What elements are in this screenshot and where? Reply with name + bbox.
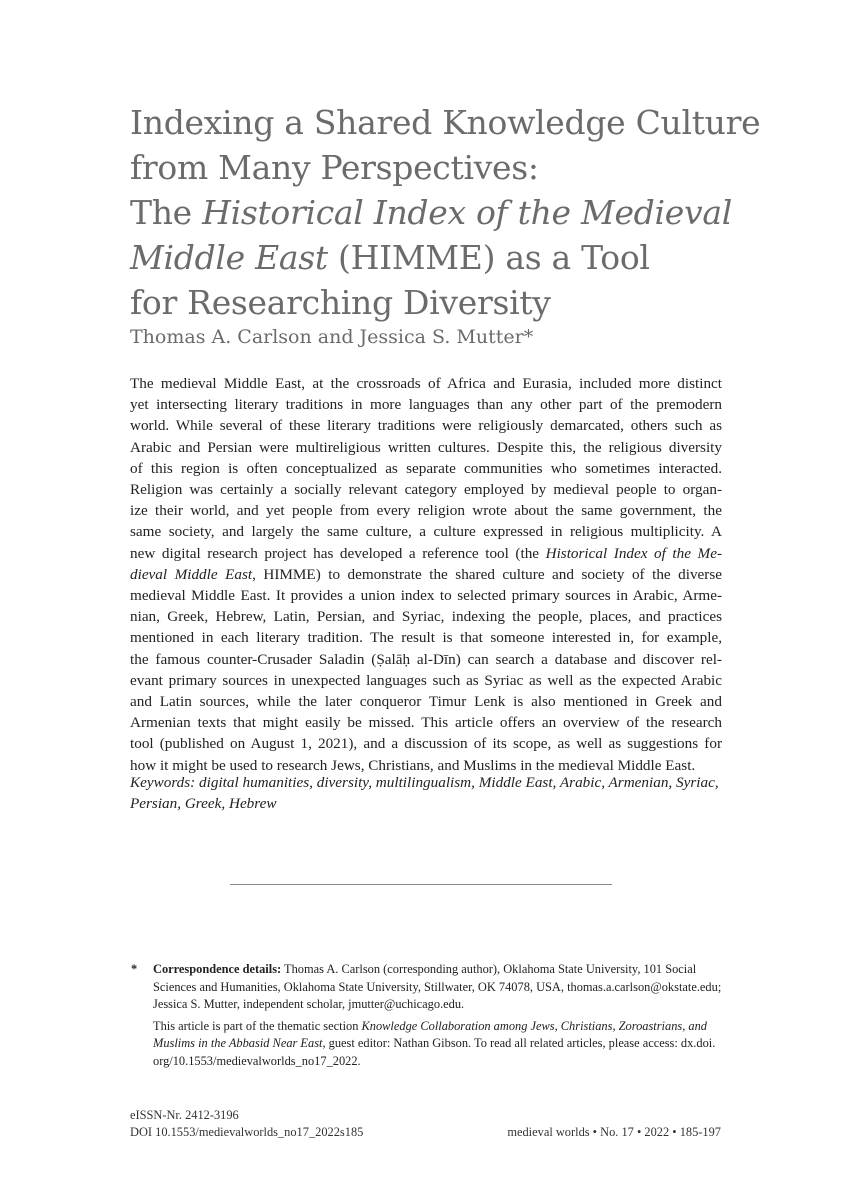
section-divider bbox=[230, 884, 612, 885]
issn: eISSN-Nr. 2412-3196 bbox=[130, 1108, 239, 1122]
footnote-body bbox=[153, 961, 726, 1071]
abstract-line: tool (published on August 1, 2021), and a discussion of its scope, as well as suggestions for bbox=[130, 735, 722, 753]
abstract-line: how it might be used to research Jews, Christians, and Muslims in the medieval Middle East. bbox=[130, 756, 696, 774]
abstract-line: same society, and largely the same culture, a culture expressed in religious multiplicity. A bbox=[130, 523, 722, 541]
footnote-label: Correspondence details: bbox=[153, 962, 282, 976]
keywords-line: Keywords: digital humanities, diversity, multilingualism, Middle East, Arabic, Armenian, Syriac, bbox=[130, 774, 719, 791]
footnote-line: org/10.1553/medievalworlds_no17_2022. bbox=[153, 1053, 361, 1068]
doi: DOI 10.1553/medievalworlds_no17_2022s185 bbox=[130, 1125, 364, 1139]
abstract-text: , HIMME) to demonstrate the shared culture and society of the diverse bbox=[252, 565, 722, 583]
abstract-line: the famous counter-Crusader Saladin (Ṣalāḥ al-Dīn) can search a database and discover rel- bbox=[130, 650, 722, 668]
footnote-line bbox=[153, 961, 726, 979]
footnote bbox=[131, 961, 726, 1071]
abstract-line: ize their world, and yet people from every religion wrote about the same government, the bbox=[130, 502, 722, 520]
abstract-line: medieval Middle East. It provides a union index to selected primary sources in Arabic, Arme- bbox=[130, 587, 722, 605]
footnote-line bbox=[153, 1018, 726, 1036]
title-text: The bbox=[130, 193, 203, 232]
abstract-line: mentioned in each literary tradition. The result is that someone interested in, for example, bbox=[130, 629, 722, 647]
footnote-line: Jessica S. Mutter, independent scholar, jmutter@uchicago.edu. bbox=[153, 997, 465, 1012]
abstract-italic: dieval Middle East bbox=[130, 565, 253, 583]
publication-ids bbox=[130, 1107, 363, 1141]
abstract-line: of this region is often conceptualized as separate communities who sometimes interacted. bbox=[130, 459, 722, 477]
abstract-line: world. While several of these literary traditions were religiously demarcated, others such as bbox=[130, 417, 722, 435]
abstract-line: and Latin sources, while the later conqueror Timur Lenk is also mentioned in Greek and bbox=[130, 693, 722, 711]
abstract-line: Arabic and Persian were multireligious written cultures. Despite this, the religious diversity bbox=[130, 438, 722, 456]
footnote-text: Thomas A. Carlson (corresponding author), Oklahoma State University, 101 Social bbox=[281, 962, 697, 976]
title-text: (HIMME) as a Tool bbox=[327, 238, 650, 277]
abstract-text: new digital research project has developed a reference tool (the bbox=[130, 544, 546, 562]
abstract-line: yet intersecting literary traditions in more languages than any other part of the premodern bbox=[130, 396, 722, 414]
abstract-line bbox=[130, 564, 722, 585]
title-line bbox=[130, 190, 770, 235]
abstract-line bbox=[130, 543, 722, 564]
journal-citation: medieval worlds • No. 17 • 2022 • 185-197 bbox=[507, 1125, 721, 1139]
footnote-text: , guest editor: Nathan Gibson. To read all related articles, please access: dx.doi. bbox=[322, 1036, 716, 1051]
title-line: for Researching Diversity bbox=[130, 283, 551, 322]
abstract-line: The medieval Middle East, at the crossroads of Africa and Eurasia, included more distinct bbox=[130, 375, 722, 392]
keywords-line: Persian, Greek, Hebrew bbox=[130, 795, 277, 813]
footnote-marker: * bbox=[131, 962, 138, 976]
keywords bbox=[130, 772, 722, 814]
footnote-text: This article is part of the thematic section bbox=[153, 1018, 362, 1033]
title-italic: Historical Index of the Medieval bbox=[202, 193, 732, 232]
footnote-italic: Knowledge Collaboration among Jews, Christians, Zoroastrians, and bbox=[361, 1018, 707, 1033]
title-line: Indexing a Shared Knowledge Culture bbox=[130, 103, 761, 142]
title-line bbox=[130, 235, 770, 280]
abstract-line: nian, Greek, Hebrew, Latin, Persian, and Syriac, indexing the people, places, and practices bbox=[130, 608, 722, 626]
title-italic: Middle East bbox=[130, 238, 328, 277]
abstract-line: evant primary sources in unexpected languages such as Syriac as well as the expected Arabic bbox=[130, 671, 722, 689]
abstract bbox=[130, 373, 722, 776]
footnote-line: Sciences and Humanities, Oklahoma State University, Stillwater, OK 74078, USA, thomas.a.carlson@okstate.edu; bbox=[153, 979, 722, 994]
footnote-italic: Muslims in the Abbasid Near East bbox=[153, 1036, 323, 1051]
authors: Thomas A. Carlson and Jessica S. Mutter* bbox=[130, 326, 534, 348]
title-line: from Many Perspectives: bbox=[130, 148, 539, 187]
abstract-italic: Historical Index of the Me- bbox=[545, 544, 723, 562]
abstract-line: Armenian texts that might easily be missed. This article offers an overview of the research bbox=[130, 714, 722, 732]
abstract-line: Religion was certainly a socially relevant category employed by medieval people to organ- bbox=[130, 481, 722, 499]
article-title bbox=[130, 100, 770, 325]
footnote-line bbox=[153, 1035, 726, 1053]
